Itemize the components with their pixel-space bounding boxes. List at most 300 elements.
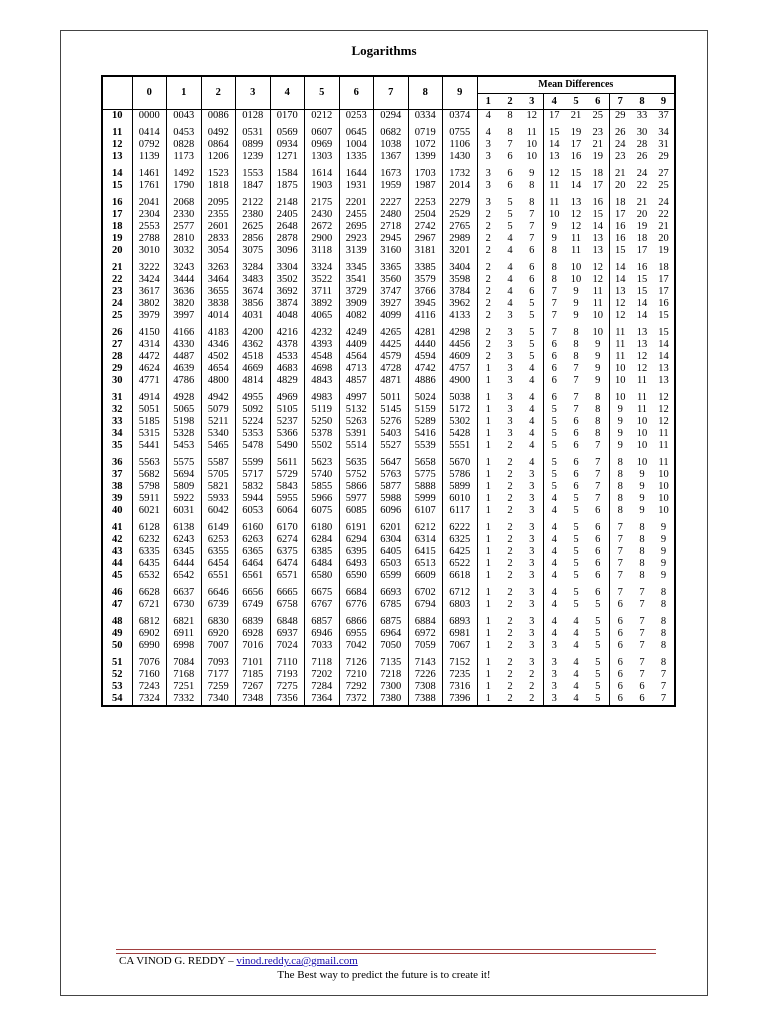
- log-value-cell: 7388: [408, 693, 443, 706]
- row-number: 13: [102, 151, 132, 163]
- table-row: [102, 151, 675, 163]
- mean-diff-cell: 4: [543, 505, 565, 517]
- log-value-cell: 7210: [339, 669, 374, 681]
- row-number: 27: [102, 339, 132, 351]
- log-value-cell: 1072: [408, 139, 443, 151]
- mean-diff-cell: 11: [658, 428, 669, 439]
- row-number: 51: [102, 652, 132, 669]
- mean-diff-cell: 1: [477, 375, 499, 387]
- mean-diff-cell: 37: [653, 110, 675, 123]
- log-value-cell: 1173: [167, 151, 202, 163]
- log-value-cell: 5977: [339, 493, 374, 505]
- mean-diff-cell: 5: [595, 693, 601, 704]
- mean-diff-cell: 4: [573, 669, 579, 680]
- log-value-cell: 2304: [132, 209, 167, 221]
- log-value-cell: 4393: [305, 339, 340, 351]
- log-value-cell: 6454: [201, 558, 236, 570]
- mean-diff-cell: 7: [639, 640, 645, 651]
- mean-diff-cell: 11: [658, 440, 669, 451]
- table-row: [102, 298, 675, 310]
- mean-diff-cell: 5: [595, 669, 601, 680]
- log-value-cell: 6893: [443, 611, 478, 628]
- mean-diff-cell: 5: [573, 522, 579, 533]
- log-value-cell: 6998: [167, 640, 202, 652]
- log-value-cell: 6542: [167, 570, 202, 582]
- row-number: 42: [102, 534, 132, 546]
- log-value-cell: 6749: [236, 599, 271, 611]
- mean-diff-cell: 25: [587, 110, 609, 123]
- table-row: [102, 274, 675, 286]
- log-value-cell: 4786: [167, 375, 202, 387]
- mean-diff-cell: 16: [636, 262, 648, 273]
- mean-diff-cell: 27: [658, 168, 669, 179]
- log-value-cell: 7316: [443, 681, 478, 693]
- log-value-cell: 4265: [374, 322, 409, 339]
- log-value-cell: 7235: [443, 669, 478, 681]
- mean-diff-cell: 9: [543, 221, 565, 233]
- log-value-cell: 4983: [305, 387, 340, 404]
- log-value-cell: 7308: [408, 681, 443, 693]
- mean-diff-cell: 4: [543, 628, 565, 640]
- mean-diff-cell: 5: [595, 616, 601, 627]
- header-col-2: 2: [201, 76, 236, 110]
- row-number: 48: [102, 611, 132, 628]
- table-row: [102, 534, 675, 546]
- log-value-cell: 0792: [132, 139, 167, 151]
- row-number: 21: [102, 257, 132, 274]
- log-value-cell: 5224: [236, 416, 271, 428]
- log-value-cell: 6405: [374, 546, 409, 558]
- mean-diff-cell: 5: [529, 310, 535, 321]
- log-value-cell: 3324: [305, 257, 340, 274]
- log-value-cell: 5944: [236, 493, 271, 505]
- mean-diff-cell: 10: [636, 457, 648, 468]
- log-value-cell: 6712: [443, 582, 478, 599]
- log-value-cell: 3636: [167, 286, 202, 298]
- log-value-cell: 6628: [132, 582, 167, 599]
- log-value-cell: 6875: [374, 611, 409, 628]
- log-value-cell: 6274: [270, 534, 305, 546]
- mean-diff-cell: 6: [573, 457, 579, 468]
- mean-diff-cell: 1: [477, 611, 499, 628]
- log-value-cell: 6304: [374, 534, 409, 546]
- log-value-cell: 2788: [132, 233, 167, 245]
- mean-diff-cell: 4: [543, 493, 565, 505]
- mean-diff-cell: 24: [609, 139, 631, 151]
- mean-diff-cell: 6: [507, 168, 513, 179]
- row-number: 52: [102, 669, 132, 681]
- mean-diff-cell: 7: [529, 233, 535, 244]
- row-number: 33: [102, 416, 132, 428]
- mean-diff-cell: 5: [573, 493, 579, 504]
- mean-diff-cell: 8: [660, 657, 667, 668]
- log-value-cell: 1139: [132, 151, 167, 163]
- mean-diff-cell: 4: [573, 640, 579, 651]
- mean-diff-cell: 14: [609, 257, 631, 274]
- mean-diff-cell: 7: [507, 139, 513, 150]
- mean-diff-cell: 3: [477, 163, 499, 180]
- row-number: 34: [102, 428, 132, 440]
- log-value-cell: 4624: [132, 363, 167, 375]
- log-value-cell: 2900: [305, 233, 340, 245]
- log-value-cell: 6693: [374, 582, 409, 599]
- mean-diff-cell: 3: [507, 416, 513, 427]
- log-value-cell: 1004: [339, 139, 374, 151]
- log-value-cell: 5705: [201, 469, 236, 481]
- mean-diff-cell: 7: [595, 440, 601, 451]
- mean-diff-cell: 5: [595, 599, 601, 610]
- mean-diff-cell: 2: [477, 274, 499, 286]
- log-value-cell: 5211: [201, 416, 236, 428]
- mean-diff-cell: 6: [543, 375, 565, 387]
- log-value-cell: 6075: [305, 505, 340, 517]
- log-value-cell: 5490: [270, 440, 305, 452]
- log-value-cell: 3243: [167, 257, 202, 274]
- mean-diff-cell: 19: [570, 127, 582, 138]
- mean-diff-cell: 5: [543, 469, 565, 481]
- mean-diff-cell: 6: [529, 245, 535, 256]
- mean-diff-cell: 2: [529, 681, 535, 692]
- mean-diff-cell: 4: [529, 375, 535, 386]
- log-value-cell: 1959: [374, 180, 409, 192]
- log-value-cell: 1818: [201, 180, 236, 192]
- log-value-cell: 4502: [201, 351, 236, 363]
- log-value-cell: 1761: [132, 180, 167, 192]
- mean-diff-cell: 8: [595, 392, 601, 403]
- mean-diff-cell: 9: [639, 469, 645, 480]
- log-value-cell: 2253: [408, 192, 443, 209]
- mean-diff-cell: 8: [660, 616, 667, 627]
- log-value-cell: 7275: [270, 681, 305, 693]
- mean-diff-cell: 21: [565, 110, 587, 123]
- mean-diff-cell: 7: [529, 209, 535, 220]
- log-value-cell: 1903: [305, 180, 340, 192]
- log-value-cell: 6222: [443, 517, 478, 534]
- log-value-cell: 4654: [201, 363, 236, 375]
- log-value-cell: 7143: [408, 652, 443, 669]
- log-value-cell: 6484: [305, 558, 340, 570]
- header-col-8: 8: [408, 76, 443, 110]
- mean-diff-cell: 8: [609, 469, 631, 481]
- row-number: 45: [102, 570, 132, 582]
- mean-diff-cell: 8: [639, 522, 645, 533]
- mean-diff-cell: 20: [609, 180, 631, 192]
- mean-diff-cell: 3: [477, 139, 499, 151]
- log-value-cell: 7372: [339, 693, 374, 706]
- mean-diff-cell: 31: [658, 139, 669, 150]
- mean-diff-cell: 6: [529, 286, 535, 297]
- log-value-cell: 3802: [132, 298, 167, 310]
- mean-diff-cell: 13: [658, 363, 669, 374]
- mean-diff-cell: 12: [570, 221, 582, 232]
- page-title: Logarithms: [351, 43, 417, 58]
- mean-diff-cell: 2: [477, 310, 499, 322]
- mean-diff-cell: 10: [526, 139, 537, 150]
- log-value-cell: 7110: [270, 652, 305, 669]
- log-value-cell: 4314: [132, 339, 167, 351]
- log-value-cell: 5752: [339, 469, 374, 481]
- mean-diff-cell: 2: [529, 669, 535, 680]
- log-value-cell: 4378: [270, 339, 305, 351]
- mean-diff-cell: 16: [609, 233, 631, 245]
- row-number: 18: [102, 221, 132, 233]
- log-value-cell: 2355: [201, 209, 236, 221]
- log-value-cell: 7016: [236, 640, 271, 652]
- mean-diff-cell: 14: [658, 339, 669, 350]
- log-value-cell: 4014: [201, 310, 236, 322]
- log-value-cell: 2068: [167, 192, 202, 209]
- mean-diff-cell: 7: [639, 616, 645, 627]
- row-number: 37: [102, 469, 132, 481]
- mean-diff-cell: 11: [570, 245, 582, 256]
- footer-rule: [116, 949, 656, 950]
- table-body: [102, 110, 675, 707]
- log-value-cell: 2227: [374, 192, 409, 209]
- mean-diff-cell: 3: [529, 534, 535, 545]
- log-value-cell: 5441: [132, 440, 167, 452]
- mean-diff-cell: 7: [609, 582, 631, 599]
- log-value-cell: 5172: [443, 404, 478, 416]
- mean-diff-cell: 11: [609, 339, 631, 351]
- log-value-cell: 4594: [408, 351, 443, 363]
- row-number: 41: [102, 517, 132, 534]
- header-col-5: 5: [305, 76, 340, 110]
- mean-diff-cell: 8: [573, 327, 579, 338]
- log-value-cell: 6776: [339, 599, 374, 611]
- mean-diff-cell: 2: [477, 322, 499, 339]
- md-header-col-6: 6: [587, 94, 609, 110]
- log-value-cell: 4698: [305, 363, 340, 375]
- mean-diff-cell: 8: [609, 452, 631, 469]
- log-value-cell: 7356: [270, 693, 305, 706]
- log-value-cell: 6345: [167, 546, 202, 558]
- mean-diff-cell: 8: [660, 587, 667, 598]
- log-value-cell: 6325: [443, 534, 478, 546]
- log-value-cell: 6365: [236, 546, 271, 558]
- mean-diff-cell: 7: [609, 546, 631, 558]
- mean-diff-cell: 25: [658, 180, 669, 191]
- mean-diff-cell: 6: [595, 587, 601, 598]
- log-value-cell: 4969: [270, 387, 305, 404]
- log-value-cell: 6149: [201, 517, 236, 534]
- log-value-cell: 6981: [443, 628, 478, 640]
- log-value-cell: 5328: [167, 428, 202, 440]
- log-value-cell: 6435: [132, 558, 167, 570]
- log-value-cell: 6513: [408, 558, 443, 570]
- mean-diff-cell: 5: [573, 587, 579, 598]
- log-value-cell: 5832: [236, 481, 271, 493]
- mean-diff-cell: 29: [609, 110, 631, 123]
- log-value-cell: 6618: [443, 570, 478, 582]
- mean-diff-cell: 18: [609, 192, 631, 209]
- row-number: 12: [102, 139, 132, 151]
- mean-diff-cell: 11: [526, 127, 537, 138]
- mean-diff-cell: 7: [660, 681, 667, 692]
- log-value-cell: 1703: [408, 163, 443, 180]
- mean-diff-cell: 3: [529, 505, 535, 516]
- log-value-cell: 1584: [270, 163, 305, 180]
- log-value-cell: 4150: [132, 322, 167, 339]
- table-row: [102, 428, 675, 440]
- log-value-cell: 7067: [443, 640, 478, 652]
- mean-diff-cell: 1: [477, 570, 499, 582]
- mean-diff-cell: 26: [636, 151, 648, 162]
- log-value-cell: 6232: [132, 534, 167, 546]
- mean-diff-cell: 2: [507, 640, 513, 651]
- mean-diff-cell: 11: [636, 392, 648, 403]
- log-value-cell: 2014: [443, 180, 478, 192]
- log-value-cell: 5051: [132, 404, 167, 416]
- row-number: 26: [102, 322, 132, 339]
- log-value-cell: 5855: [305, 481, 340, 493]
- log-value-cell: 4942: [201, 387, 236, 404]
- log-value-cell: 5729: [270, 469, 305, 481]
- table-row: [102, 599, 675, 611]
- mean-diff-cell: 12: [570, 209, 582, 220]
- mean-diff-cell: 2: [507, 616, 513, 627]
- mean-diff-cell: 7: [639, 587, 645, 598]
- mean-diff-cell: 6: [543, 351, 565, 363]
- log-value-cell: 0934: [270, 139, 305, 151]
- mean-diff-cell: 11: [636, 404, 648, 415]
- log-value-cell: 0253: [339, 110, 374, 123]
- mean-diff-cell: 12: [636, 363, 648, 374]
- log-value-cell: 6532: [132, 570, 167, 582]
- mean-diff-cell: 6: [543, 363, 565, 375]
- mean-diff-cell: 2: [507, 481, 513, 492]
- table-row: [102, 582, 675, 599]
- mean-diff-cell: 10: [592, 310, 603, 321]
- log-value-cell: 5105: [270, 404, 305, 416]
- mean-diff-cell: 1: [477, 387, 499, 404]
- mean-diff-cell: 21: [592, 139, 603, 150]
- log-value-cell: 2430: [305, 209, 340, 221]
- table-row: [102, 322, 675, 339]
- footer-author-line: [119, 955, 358, 967]
- mean-diff-cell: 24: [658, 197, 669, 208]
- log-value-cell: 2201: [339, 192, 374, 209]
- log-value-cell: 4082: [339, 310, 374, 322]
- mean-diff-cell: 3: [507, 351, 513, 362]
- mean-diff-cell: 6: [639, 693, 645, 704]
- mean-diff-cell: 7: [543, 286, 565, 298]
- log-value-cell: 5514: [339, 440, 374, 452]
- mean-diff-cell: 7: [573, 375, 579, 386]
- log-value-cell: 3856: [236, 298, 271, 310]
- mean-diff-cell: 7: [543, 298, 565, 310]
- email-link[interactable]: vinod.reddy.ca@gmail.com: [236, 955, 358, 967]
- log-value-cell: 3096: [270, 245, 305, 257]
- row-number: 22: [102, 274, 132, 286]
- log-value-cell: 6857: [305, 611, 340, 628]
- mean-diff-cell: 2: [529, 693, 535, 704]
- log-value-cell: 5198: [167, 416, 202, 428]
- log-value-cell: 7059: [408, 640, 443, 652]
- mean-diff-cell: 1: [477, 452, 499, 469]
- log-value-cell: 3304: [270, 257, 305, 274]
- log-value-cell: 5635: [339, 452, 374, 469]
- log-value-cell: 0899: [236, 139, 271, 151]
- log-value-cell: 0453: [167, 122, 202, 139]
- header-col-7: 7: [374, 76, 409, 110]
- mean-diff-cell: 29: [658, 151, 669, 162]
- mean-diff-cell: 3: [507, 428, 513, 439]
- row-number: 24: [102, 298, 132, 310]
- mean-diff-cell: 5: [595, 640, 601, 651]
- log-value-cell: 5809: [167, 481, 202, 493]
- log-value-cell: 5276: [374, 416, 409, 428]
- log-value-cell: 6656: [236, 582, 271, 599]
- mean-diff-cell: 4: [529, 363, 535, 374]
- mean-diff-cell: 8: [639, 570, 645, 581]
- mean-diff-cell: 2: [507, 493, 513, 504]
- mean-diff-cell: 5: [543, 481, 565, 493]
- log-value-cell: 2810: [167, 233, 202, 245]
- mean-diff-cell: 21: [658, 221, 669, 232]
- log-value-cell: 7300: [374, 681, 409, 693]
- log-value-cell: 5038: [443, 387, 478, 404]
- mean-diff-cell: 12: [609, 310, 631, 322]
- footer-quote: The Best way to predict the future is to create it!: [277, 969, 491, 981]
- log-value-cell: 4742: [408, 363, 443, 375]
- mean-diff-cell: 6: [529, 274, 535, 285]
- row-number: 39: [102, 493, 132, 505]
- log-value-cell: 5391: [339, 428, 374, 440]
- log-value-cell: 7251: [167, 681, 202, 693]
- mean-diff-cell: 4: [507, 274, 513, 285]
- table-row: [102, 387, 675, 404]
- mean-diff-cell: 10: [658, 505, 669, 516]
- log-value-cell: 0294: [374, 110, 409, 123]
- mean-diff-cell: 4: [573, 628, 579, 639]
- row-number: 47: [102, 599, 132, 611]
- mean-diff-cell: 5: [529, 327, 535, 338]
- mean-diff-cell: 10: [658, 481, 669, 492]
- log-value-cell: 6551: [201, 570, 236, 582]
- mean-diff-cell: 1: [477, 669, 499, 681]
- mean-diff-cell: 3: [529, 616, 535, 627]
- log-value-cell: 5955: [270, 493, 305, 505]
- log-value-cell: 1239: [236, 151, 271, 163]
- mean-diff-cell: 22: [658, 209, 669, 220]
- log-value-cell: 5353: [236, 428, 271, 440]
- log-value-cell: 7364: [305, 693, 340, 706]
- mean-diff-cell: 1: [477, 469, 499, 481]
- mean-diff-cell: 11: [592, 298, 603, 309]
- log-value-cell: 6902: [132, 628, 167, 640]
- log-value-cell: 5159: [408, 404, 443, 416]
- log-value-cell: 3892: [305, 298, 340, 310]
- md-header-col-4: 4: [543, 94, 565, 110]
- log-value-cell: 6444: [167, 558, 202, 570]
- log-value-cell: 4298: [443, 322, 478, 339]
- mean-diff-cell: 3: [529, 469, 535, 480]
- log-value-cell: 7396: [443, 693, 478, 706]
- mean-diff-cell: 3: [507, 339, 513, 350]
- row-number: 53: [102, 681, 132, 693]
- table-row: [102, 628, 675, 640]
- log-value-cell: 4232: [305, 322, 340, 339]
- mean-diff-cell: 33: [631, 110, 653, 123]
- mean-diff-cell: 3: [529, 493, 535, 504]
- mean-diff-cell: 15: [658, 310, 669, 321]
- log-value-cell: 5302: [443, 416, 478, 428]
- mean-diff-cell: 1: [477, 534, 499, 546]
- log-value-cell: 3139: [339, 245, 374, 257]
- log-value-cell: 2504: [408, 209, 443, 221]
- log-value-cell: 3263: [201, 257, 236, 274]
- mean-diff-cell: 9: [639, 493, 645, 504]
